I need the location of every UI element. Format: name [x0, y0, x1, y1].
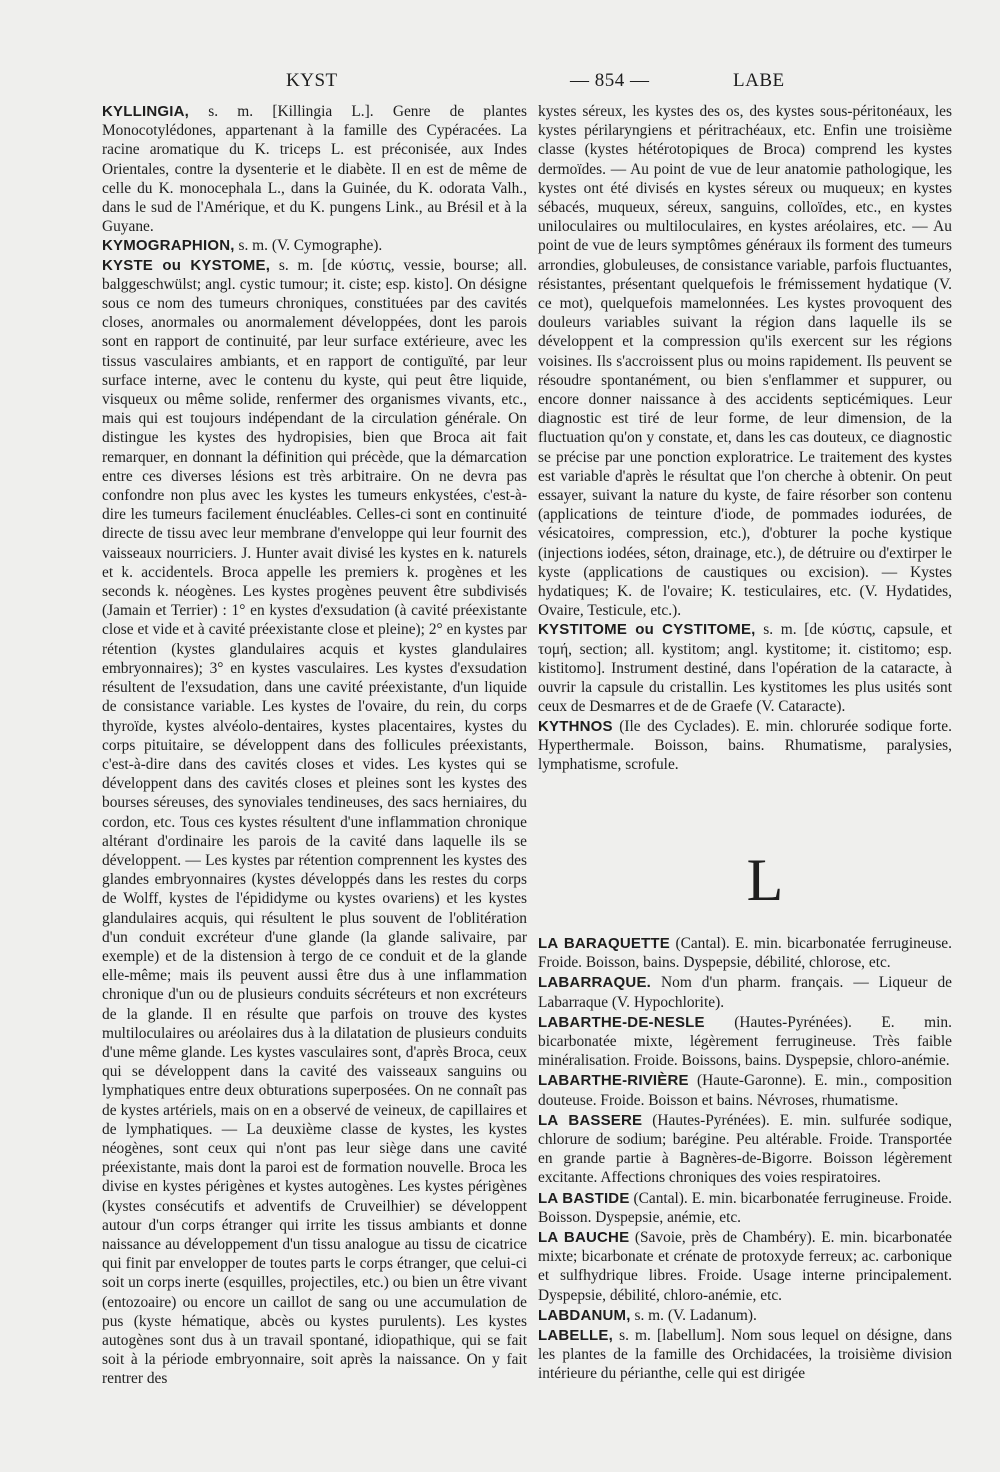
right-column-bottom	[538, 934, 952, 1384]
entry-paragraph	[538, 1306, 952, 1325]
entry-paragraph	[538, 1228, 952, 1305]
running-header	[90, 70, 950, 98]
entry-body: s. m. (V. Cymographe).	[238, 237, 383, 255]
entry-headword: LABARTHE-RIVIÈRE	[538, 1072, 689, 1090]
entry-body: (Hautes-Pyrénées). E. min. sulfurée sodique, chlorure de sodium; barégine. Peu altérable. Froide. Transportée en grande partie à Bagnères-de-Bigorre. Boisson légèrement excitante. Affections chroniques des voies respiratoires.	[538, 1111, 953, 1187]
entry-paragraph	[538, 717, 952, 775]
entry-body: Nom d'un pharm. français. — Liqueur de Labarraque (V. Hypochlorite).	[538, 974, 952, 1011]
entry-headword: LA BASTIDE	[538, 1189, 630, 1207]
section-letter: L	[746, 847, 784, 913]
entry-headword: KYSTITOME ou CYSTITOME,	[538, 621, 756, 639]
entry-paragraph	[538, 934, 952, 972]
entry-headword: LA BARAQUETTE	[538, 935, 670, 952]
entry-paragraph	[102, 102, 527, 236]
entry-headword: KYTHNOS	[538, 717, 613, 735]
entry-headword: KYMOGRAPHION,	[102, 237, 235, 255]
entry-continuation	[538, 102, 952, 620]
entry-body: s. m. (V. Ladanum).	[634, 1306, 757, 1324]
entry-body: (Savoie, près de Chambéry). E. min. bicarbonatée mixte; bicarbonate et crénate de protoxyde ferreux; ac. carbonique et sulfhydrique libres. Froide. Usage interne principalement. Dyspepsie, débilité, chloro-anémie, etc.	[538, 1229, 952, 1304]
entry-headword: LABARRAQUE.	[538, 974, 652, 992]
page-number: — 854 —	[570, 70, 650, 91]
entry-body: (Haute-Garonne). E. min., composition douteuse. Froide. Boisson et bains. Névroses, rhumatisme.	[538, 1072, 952, 1109]
entry-body: (Cantal). E. min. bicarbonatée ferrugineuse. Froide. Boisson. Dyspepsie, anémie, etc.	[538, 1189, 952, 1226]
entry-body: s. m. [Killingia L.]. Genre de plantes Monocotylédones, appartenant à la famille des Cypéracées. La racine aromatique du K. triceps L. est préconisée, aux Indes Orientales, contre la dysenterie et le diabète. Il en est de même de celle du K. monocephala L., dans la Guinée, du K. odorata Valh., dans le sud de l'Amérique, et du K. pungens Link., au Brésil et à la Guyane.	[102, 103, 527, 236]
entry-paragraph	[538, 1111, 952, 1188]
entry-headword: LABELLE,	[538, 1327, 613, 1345]
entry-body: (Cantal). E. min. bicarbonatée ferrugineuse. Froide. Boisson, bains. Dyspepsie, débilité, chlorose, etc.	[538, 935, 952, 972]
entry-paragraph	[102, 236, 527, 255]
entry-paragraph	[102, 256, 527, 1389]
entry-headword: KYSTE ou KYSTOME,	[102, 256, 271, 274]
entry-body: kystes séreux, les kystes des os, des kystes sous-péritonéaux, les kystes périlaryngiens et péritrachéaux, etc. Enfin une troisième classe (kystes hétérotopiques de Broca) comprend les kystes dermoïdes. — Au point de vue de leur anatomie pathologique, les kystes ont été divisés en kystes séreux ou muqueux; en kystes sébacés, muqueux, séreux, sanguins, colloïdes, etc., en kystes uniloculaires ou multiloculaires, en kystes aréolaires, etc. — Au point de vue de leurs symptômes généraux ils forment des tumeurs arrondies, globuleuses, de consistance variable, parfois fluctuantes, résistantes, présentant quelquefois le frémissement hydatique (V. ce mot), quelquefois mamelonnées. Les kystes provoquent des douleurs variables suivant la région dans laquelle ils se développent et la compression qu'ils exercent sur les régions voisines. Ils s'accroissent plus ou moins rapidement. Ils peuvent se résoudre spontanément, ou bien s'enflammer et suppurer, ou encore donner naissance à des accidents septicémiques. Leur diagnostic est tiré de leur forme, de leur dimension, de la fluctuation qu'on y constate, et, dans les cas douteux, ce diagnostic se précise par une ponction exploratrice. Le traitement des kystes est variable d'après le résultat que l'on cherche à obtenir. On peut essayer, suivant la nature du kyste, de faire résorber son contenu (applications de teinture d'iode, de pommades iodurées, de vésicatoires, compression, etc.), d'obturer la poche kystique (injections iodées, séton, drainage, etc.), de détruire ou d'extirper le kyste (applications de caustiques ou excision). — Kystes hydatiques; K. de l'ovaire; K. testiculaires, etc. (V. Hydatides, Ovaire, Testicule, etc.).	[538, 103, 952, 620]
header-right-word: LABE	[733, 70, 785, 91]
entry-headword: LA BAUCHE	[538, 1229, 630, 1247]
entry-body: (Hautes-Pyrénées). E. min. bicarbonatée mixte, légèrement ferrugineuse. Très faible minéralisation. Froide. Boissons, bains. Dyspepsie, chloro-anémie.	[538, 1013, 952, 1070]
entry-paragraph	[538, 973, 952, 1011]
entry-body: s. m. [labellum]. Nom sous lequel on désigne, dans les plantes de la famille des Orchidacées, la troisième division intérieure du périanthe, celle qui est dirigée	[538, 1327, 952, 1383]
entry-body: s. m. [de κύστις, vessie, bourse; all. balggeschwülst; angl. cystic tumour; it. ciste; esp. kisto]. On désigne sous ce nom des tumeurs chroniques, constituées par des cavités closes, anormales ou anormalement développées, dont les parois sont en rapport de continuité, par leur surface extérieure, avec les tissus vasculaires ambiants, et en rapport de contiguïté, par leur surface interne, avec le contenu du kyste, qui peut être liquide, visqueux ou même solide, renfermer des organismes vivants, etc., mais qui est toujours indépendant de la circulation générale. On distingue les kystes des hydropisies, bien que Broca ait fait remarquer, en donnant la définition qui précède, que la démarcation entre ces diverses lésions est très arbitraire. On ne devra pas confondre non plus avec les kystes les tumeurs enkystées, c'est-à-dire les tumeurs facilement énucléables. Celles-ci sont en continuité directe de tissu avec leur membrane d'enveloppe qui leur fournit des vaisseaux nourriciers. J. Hunter avait divisé les kystes en k. naturels et k. accidentels. Broca appelle les premiers k. progènes et les seconds k. néogènes. Les kystes progènes peuvent être subdivisés (Jamain et Terrier) : 1° en kystes d'exsudation (à cavité préexistante close et vide et à cavité préexistante close et pleine); 2° en kystes par rétention (kystes glandulaires acquis et kystes glandulaires embryonnaires); 3° en kystes vasculaires. Les kystes d'exsudation résultent de l'exsudation, dans une cavité préexistante, d'un liquide de consistance variable. Les kystes de l'ovaire, du rein, du corps thyroïde, kystes alvéolo-dentaires, kystes placentaires, kystes du corps pituitaire, se développent dans des follicules préexistants, c'est-à-dire dans des cavités closes et vides. Les kystes qui se développent dans des cavités closes et pleines sont les kystes des bourses séreuses, des synoviales tendineuses, des sacs herniaires, du cordon, etc. Tous ces kystes résultent d'une inflammation chronique altérant d'ordinaire les parois de la cavité dans laquelle ils se développent. — Les kystes par rétention comprennent les kystes des glandes embryonnaires (kystes développés dans les restes du corps de Wolff, kystes de l'épididyme ou kystes ovariens) et les kystes glandulaires acquis, qui résultent le plus souvent de l'oblitération d'un conduit excréteur d'une glande (la glande salivaire, par exemple) et de la distension à tergo de ce conduit et de la glande elle-même; mais ils peuvent aussi être dus à une inflammation chronique d'un ou de plusieurs conduits sécréteurs et non excréteurs de la glande. Il en résulte que parfois on trouve des kystes multiloculaires ou aréolaires dus à la dilatation de plusieurs conduits d'une même glande. Les kystes vasculaires sont, d'après Broca, ceux qui se développent dans la cavité des vaisseaux sanguins ou lymphatiques entre deux obturations superposées. On ne connaît pas de kystes artériels, mais on en a observé de veineux, de capillaires et de lymphatiques. — La deuxième classe de kystes, les kystes néogènes, sont ceux qui n'ont pas leur siège dans une cavité préexistante, mais dont la paroi est de formation nouvelle. Broca les divise en kystes périgènes et kystes autogènes. Les kystes périgènes (kystes consécutifs et adventifs de Cruveilhier) se développent autour d'un corps étranger qui irrite les tissus ambiants et donne naissance au développement d'un tissu analogue au tissu de cicatrice qui finit par envelopper de toutes parts le corps étranger, que celui-ci soit un corps inerte (esquilles, projectiles, etc.) ou bien un être vivant (entozoaire) ou encore un caillot de sang ou une accumulation de pus (kyste hématique, abcès ou kystes purulents). Les kystes autogènes sont dus à un travail spontané, idiopathique, qui se fait soit à la période embryonnaire, soit après la naissance. On y fait rentrer des	[102, 256, 527, 1388]
header-left-word: KYST	[286, 70, 338, 91]
entry-paragraph	[538, 1189, 952, 1227]
entry-headword: LA BASSERE	[538, 1111, 643, 1129]
entry-body: (Ile des Cyclades). E. min. chlorurée sodique forte. Hyperthermale. Boisson, bains. Rhumatisme, paralysies, lymphatisme, scrofule.	[538, 717, 952, 773]
entry-paragraph	[538, 1013, 952, 1071]
entry-headword: LABARTHE-DE-NESLE	[538, 1013, 705, 1031]
entry-paragraph	[538, 1326, 952, 1384]
right-column-top	[538, 102, 952, 774]
entry-headword: LABDANUM,	[538, 1306, 631, 1324]
entry-body: s. m. [de κύστις, capsule, et τομή, section; all. kystitom; angl. kystitome; it. cistitomo; esp. kistitomo]. Instrument destiné, dans l'opération de la cataracte, à ouvrir la capsule du cristallin. Les kystitomes les plus usités sont ceux de Desmarres et de de Graefe (V. Cataracte).	[538, 621, 953, 716]
entry-headword: KYLLINGIA,	[102, 103, 189, 120]
entry-paragraph	[538, 620, 952, 716]
left-column	[102, 102, 527, 1389]
entry-paragraph	[538, 1071, 952, 1109]
